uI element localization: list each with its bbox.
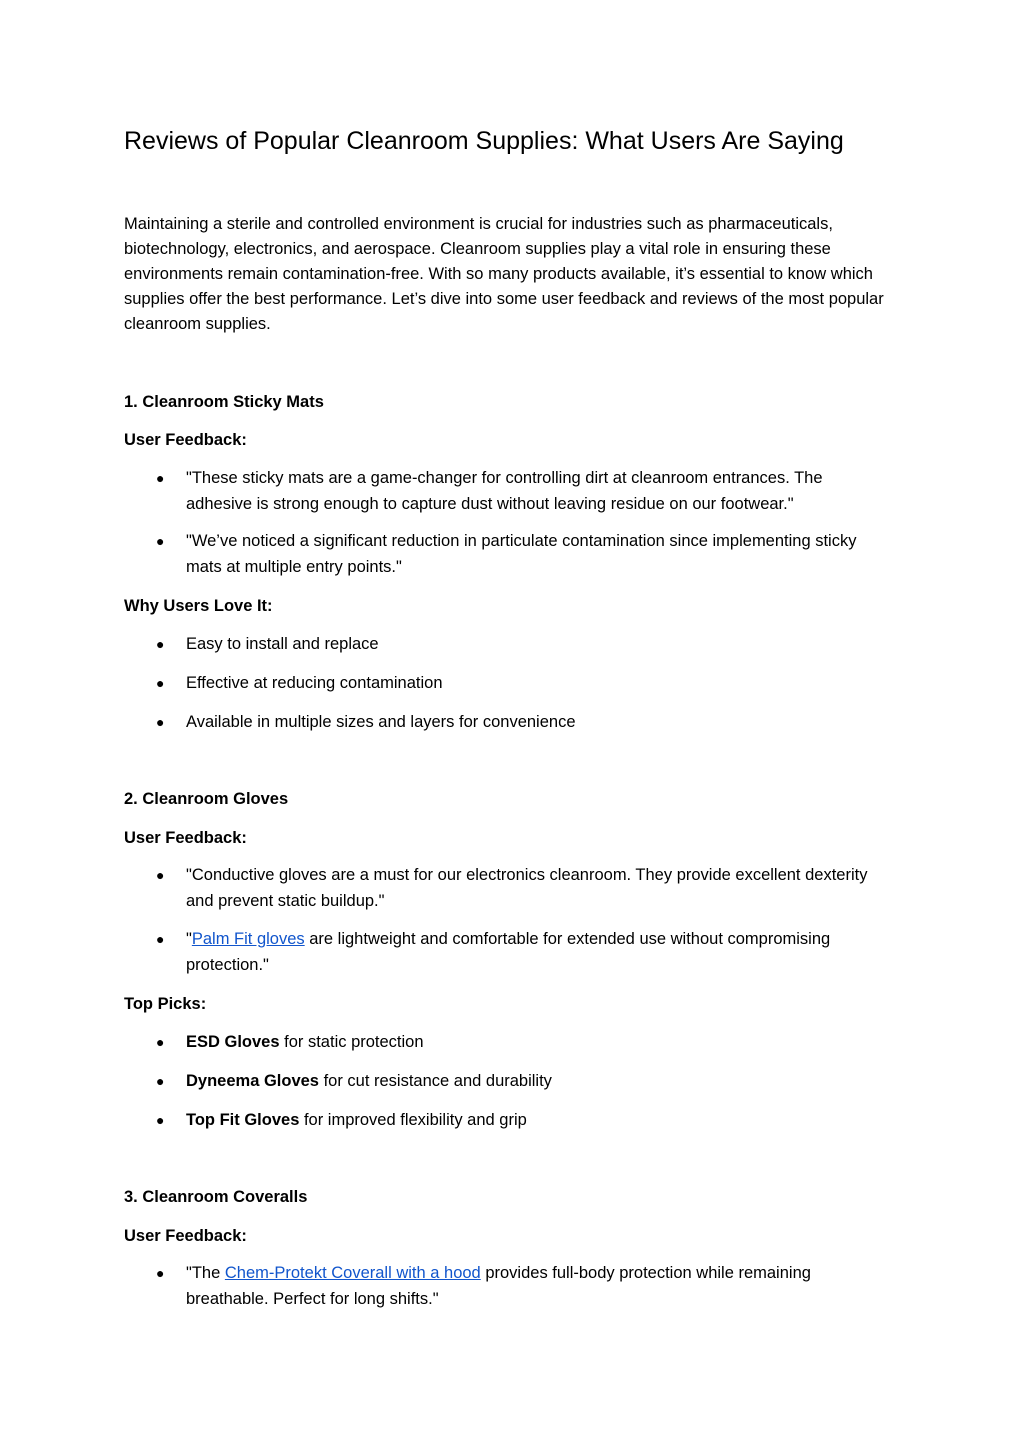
top-picks-label: Top Picks: (124, 995, 207, 1013)
reason-text: Easy to install and replace (186, 635, 379, 653)
bullet-icon: ● (156, 931, 165, 947)
bullet-icon: ● (156, 1265, 165, 1281)
bullet-icon: ● (156, 714, 165, 730)
section-heading-gloves: 2. Cleanroom Gloves (124, 790, 289, 808)
feedback-quote: "Conductive gloves are a must for our electronics cleanroom. They provide excellent dexterity and prevent static buildup." (186, 866, 868, 910)
pick-description: for improved flexibility and grip (299, 1111, 527, 1129)
bullet-icon: ● (156, 867, 165, 883)
palm-fit-gloves-link[interactable]: Palm Fit gloves (191, 930, 305, 948)
section-heading-coveralls: 3. Cleanroom Coveralls (124, 1188, 308, 1206)
bullet-icon: ● (156, 470, 165, 486)
pick-name: Dyneema Gloves (186, 1072, 319, 1090)
user-feedback-label: User Feedback: (124, 829, 247, 847)
quote-prefix: " (186, 930, 192, 948)
section-heading-sticky-mats: 1. Cleanroom Sticky Mats (124, 393, 324, 411)
pick-text (186, 1069, 886, 1095)
bullet-icon: ● (156, 1112, 165, 1128)
user-feedback-label: User Feedback: (124, 1227, 247, 1245)
user-feedback-label: User Feedback: (124, 431, 247, 449)
bullet-icon: ● (156, 636, 165, 652)
quote-prefix: "The (186, 1264, 225, 1282)
why-users-love-it-label: Why Users Love It: (124, 597, 273, 615)
bullet-icon: ● (156, 1073, 165, 1089)
intro-paragraph: Maintaining a sterile and controlled environment is crucial for industries such as pharmaceuticals, biotechnology, electronics, and aerospace. Cleanroom supplies play a vital role in ensuring these environments remain contamination-free. With so many products available, it’s essential to know which supplies offer the best performance. Let’s dive into some user feedback and reviews of the most popular cleanroom supplies. (124, 215, 884, 333)
quote-suffix: provides full-body protection while remaining breathable. Perfect for long shifts." (186, 1264, 811, 1308)
pick-description: for cut resistance and durability (318, 1072, 552, 1090)
feedback-quote: "These sticky mats are a game-changer for controlling dirt at cleanroom entrances. The adhesive is strong enough to capture dust without leaving residue on our footwear." (186, 469, 823, 513)
feedback-quote: "We’ve noticed a significant reduction in particulate contamination since implementing sticky mats at multiple entry points." (186, 532, 857, 576)
pick-description: for static protection (279, 1033, 424, 1051)
bullet-icon: ● (156, 533, 165, 549)
pick-name: Top Fit Gloves (186, 1111, 300, 1129)
pick-text (186, 1030, 886, 1056)
reason-text: Available in multiple sizes and layers for convenience (186, 713, 576, 731)
reason-text: Effective at reducing contamination (186, 674, 443, 692)
chem-protekt-coverall-link[interactable]: Chem-Protekt Coverall with a hood (224, 1264, 481, 1282)
page-title: Reviews of Popular Cleanroom Supplies: What Users Are Saying (124, 127, 844, 155)
bullet-icon: ● (156, 1034, 165, 1050)
bullet-icon: ● (156, 675, 165, 691)
feedback-quote (186, 927, 886, 978)
feedback-quote (186, 1261, 886, 1312)
pick-text (186, 1108, 886, 1134)
quote-suffix: are lightweight and comfortable for extended use without compromising protection." (186, 930, 831, 974)
pick-name: ESD Gloves (186, 1033, 280, 1051)
